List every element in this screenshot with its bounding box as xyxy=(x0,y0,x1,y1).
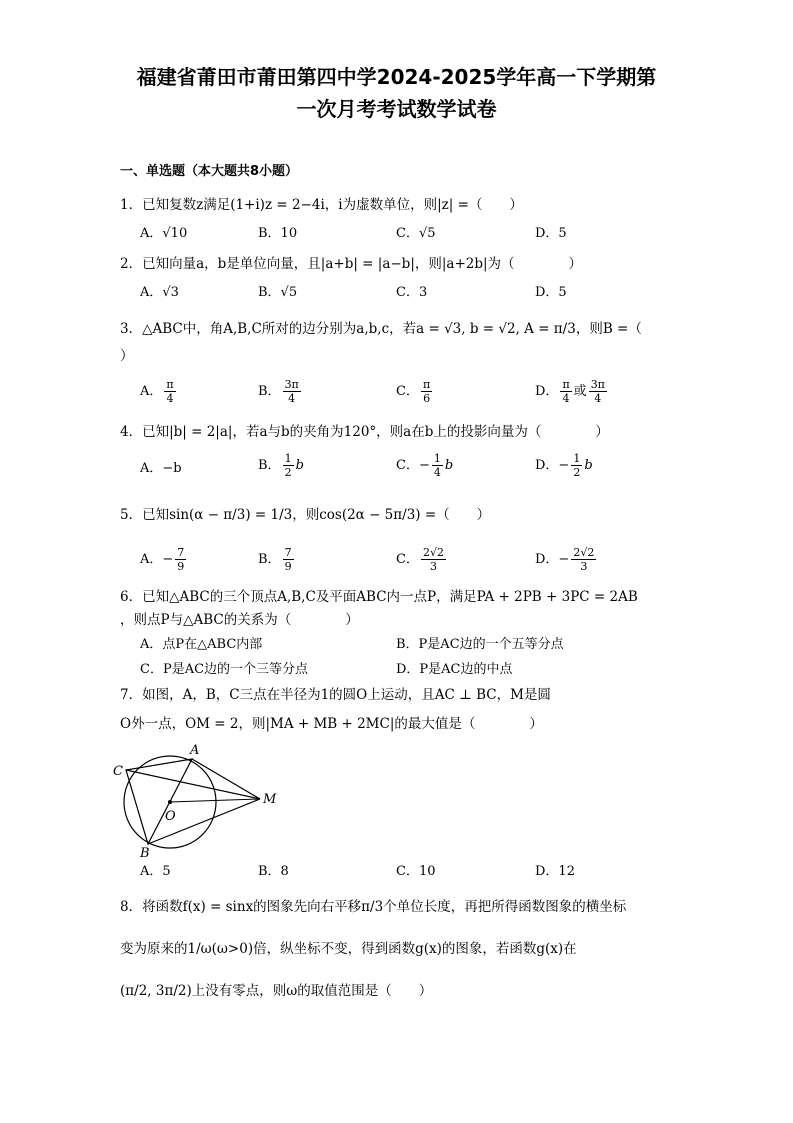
segment-cm xyxy=(126,770,260,799)
question-3-stem: 3．△ABC中，角A,B,C所对的边分别为a,b,c，若a = √3, b = √2, A = π/3，则B =（ xyxy=(120,321,642,337)
question-8-stem-cont2: (π/2, 3π/2)上没有零点，则ω的取值范围是（ ） xyxy=(120,983,433,999)
q7-option-b: B．8 xyxy=(258,864,289,879)
q2-option-b: B．√5 xyxy=(258,285,298,300)
question-6-stem: 6．已知△ABC的三个顶点A,B,C及平面ABC内一点P，满足PA + 2PB + 3PC = 2AB xyxy=(120,589,638,605)
q5-option-c: C． $\frac{2√2}{3}$ xyxy=(396,546,444,573)
q4-option-c: C．− $\frac{1}{4}$ b xyxy=(396,452,454,479)
q6-option-a: A．点P在△ABC内部 xyxy=(140,637,263,652)
q4-option-d: D．− $\frac{1}{2}$ b xyxy=(535,452,593,479)
question-8-stem-cont: 变为原来的1/ω(ω>0)倍，纵坐标不变，得到函数g(x)的图象，若函数g(x)在 xyxy=(120,941,577,957)
question-6-stem-cont: ，则点P与△ABC的关系为（ ） xyxy=(120,612,359,628)
q7-option-a: A．5 xyxy=(140,864,171,879)
label-b: B xyxy=(140,846,150,860)
question-4-stem: 4．已知|b| = 2|a|，若a与b的夹角为120°，则a在b上的投影向量为（ ） xyxy=(120,424,609,440)
q2-option-a: A．√3 xyxy=(140,285,179,300)
q1-option-b: B．10 xyxy=(258,226,298,241)
page-title-line2: 一次月考考试数学试卷 xyxy=(296,97,497,121)
question-1-stem: 1．已知复数z满足(1+i)z = 2−4i，i为虚数单位，则|z| =（ ） xyxy=(120,197,523,213)
question-8-stem: 8．将函数f(x) = sinx的图象先向右平移π/3个单位长度，再把所得函数图象的横坐标 xyxy=(120,899,627,915)
q4-option-a: A．−b xyxy=(140,461,182,476)
q6-option-c: C．P是AC边的一个三等分点 xyxy=(140,662,309,677)
label-m: M xyxy=(263,792,277,807)
q2-option-c: C．3 xyxy=(396,285,428,300)
label-c: C xyxy=(113,764,123,779)
q3-option-d: D． $\frac{\pi}{4}$ 或 $\frac{3\pi}{4}$ xyxy=(535,378,605,405)
label-a: A xyxy=(190,743,200,758)
point-o xyxy=(168,800,172,804)
question-7-stem-cont: O外一点，OM = 2，则|MA + MB + 2MC|的最大值是（ ） xyxy=(120,716,543,732)
segment-am xyxy=(192,759,260,799)
q4-option-b: B． $\frac{1}{2}$ b xyxy=(258,452,304,479)
q1-option-c: C．√5 xyxy=(396,226,436,241)
label-o: O xyxy=(165,809,176,824)
q3-option-b: B． $\frac{3\pi}{4}$ xyxy=(258,378,299,405)
q5-option-d: D．− $\frac{2√2}{3}$ xyxy=(535,546,595,573)
q5-option-b: B． $\frac{7}{9}$ xyxy=(258,546,292,573)
question-7-stem: 7．如图，A，B，C三点在半径为1的圆O上运动，且AC ⊥ BC，M是圆 xyxy=(120,687,551,703)
q3-option-c: C． $\frac{\pi}{6}$ xyxy=(396,378,431,405)
q1-option-a: A．√10 xyxy=(140,226,188,241)
q5-option-a: A．− $\frac{7}{9}$ xyxy=(140,546,185,573)
question-3-stem-cont: ） xyxy=(120,348,134,364)
page-title-line1: 福建省莆田市莆田第四中学2024-2025学年高一下学期第 xyxy=(136,65,657,89)
q1-option-d: D．5 xyxy=(535,226,567,241)
section-heading: 一、单选题（本大题共8小题） xyxy=(120,164,299,179)
q6-option-b: B．P是AC边的一个五等分点 xyxy=(396,637,564,652)
question-5-stem: 5．已知sin(α − π/3) = 1/3，则cos(2α − 5π/3) =（ ） xyxy=(120,507,491,523)
q3-option-a: A． $\frac{\pi}{4}$ xyxy=(140,378,174,405)
question-2-stem: 2．已知向量a，b是单位向量，且|a+b| = |a−b|，则|a+2b|为（ ） xyxy=(120,256,583,272)
segment-om xyxy=(170,799,260,802)
q6-option-d: D．P是AC边的中点 xyxy=(396,662,513,677)
circle-figure xyxy=(112,740,282,860)
q2-option-d: D．5 xyxy=(535,285,567,300)
q7-option-c: C．10 xyxy=(396,864,436,879)
q7-option-d: D．12 xyxy=(535,864,575,879)
